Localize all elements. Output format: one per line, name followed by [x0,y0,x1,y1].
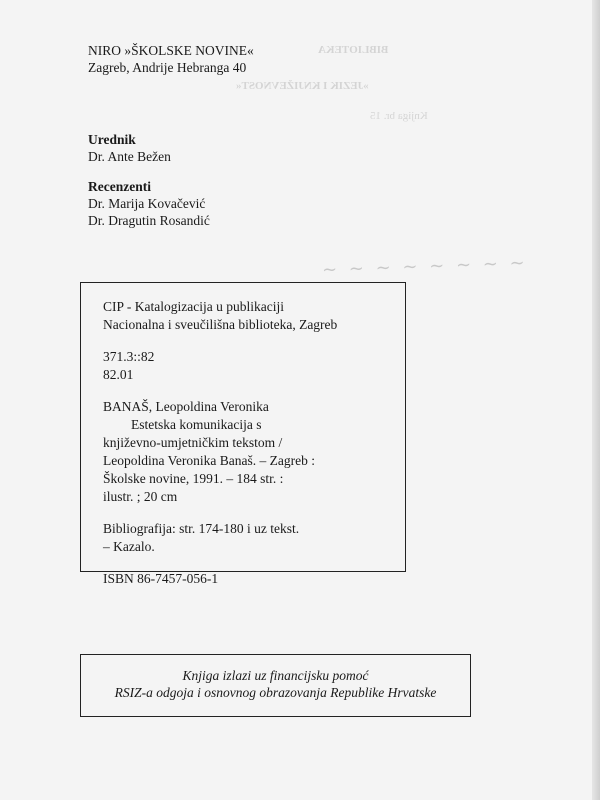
cip-note-line: – Kazalo. [103,539,155,554]
funding-line: RSIZ-a odgoja i osnovnog obrazovanja Republike Hrvatske [114,685,437,700]
cip-header-line: CIP - Katalogizacija u publikaciji [103,299,284,314]
cip-title-line: Estetska komunikacija s [131,417,262,432]
publisher-name: NIRO »ŠKOLSKE NOVINE« [88,43,254,58]
cip-isbn: ISBN 86-7457-056-1 [103,571,219,586]
editor-block [88,131,171,165]
reviewer-name: Dr. Marija Kovačević [88,196,206,211]
cip-author: BANAŠ, Leopoldina Veronika [103,399,269,414]
cip-entry-line: književno-umjetničkim tekstom / [103,435,283,450]
cip-record-box [80,282,406,586]
funding-line: Knjiga izlazi uz financijsku pomoć [182,668,369,683]
cip-udc-line: 371.3::82 [103,349,155,364]
funding-note-box [80,654,471,717]
cip-entry-line: ilustr. ; 20 cm [103,489,178,504]
reviewers-label: Recenzenti [88,179,151,194]
cip-udc-line: 82.01 [103,367,134,382]
publisher-block [88,42,254,76]
editor-name: Dr. Ante Bežen [88,149,171,164]
bleed-through-text: Knjiga br. 15 [370,110,428,122]
bleed-through-text: »JEZIK I KNJIŽEVNOST« [236,80,369,92]
handwritten-pencil-mark: ~ ~ ~ ~ ~ ~ ~ ~ [321,252,529,281]
cip-note-line: Bibliografija: str. 174-180 i uz tekst. [103,521,300,536]
page-edge-shadow [592,0,600,800]
reviewer-name: Dr. Dragutin Rosandić [88,213,210,228]
cip-entry-line: Leopoldina Veronika Banaš. – Zagreb : [103,453,315,468]
editor-label: Urednik [88,132,136,147]
reviewers-block [88,178,210,229]
cip-entry-line: Školske novine, 1991. – 184 str. : [103,471,284,486]
publisher-address: Zagreb, Andrije Hebranga 40 [88,60,247,75]
cip-header-line: Nacionalna i sveučilišna biblioteka, Zagreb [103,317,338,332]
bleed-through-text: BIBLIOTEKA [318,44,389,56]
